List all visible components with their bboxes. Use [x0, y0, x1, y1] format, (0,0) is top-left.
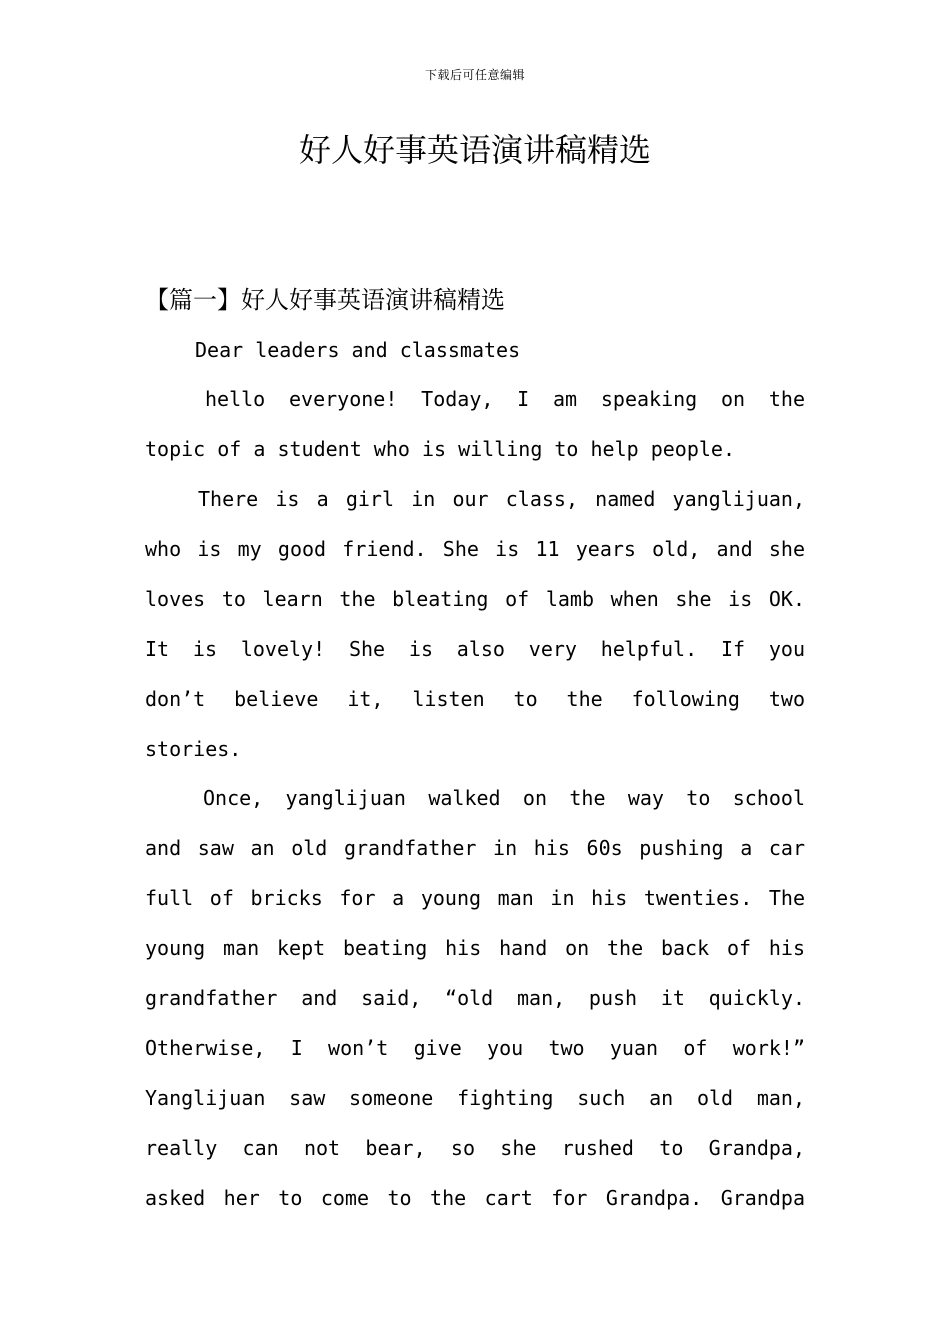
paragraph-2: [145, 474, 805, 774]
paragraph-line: really can not bear, so she rushed to Grandpa,: [145, 1136, 805, 1160]
paragraph-line: grandfather and said, “old man, push it quickly.: [145, 986, 805, 1010]
paragraph-line: full of bricks for a young man in his twenties. The: [145, 886, 805, 910]
paragraph-line: don’t believe it, listen to the following two: [145, 687, 805, 711]
paragraph-line: stories.: [145, 737, 242, 761]
paragraph-line: It is lovely! She is also very helpful. If you: [145, 637, 805, 661]
paragraph-line: Once, yanglijuan walked on the way to school: [203, 786, 805, 810]
greeting-line: Dear leaders and classmates: [195, 338, 521, 362]
paragraph-1: [145, 374, 805, 474]
paragraph-line: young man kept beating his hand on the back of his: [145, 936, 805, 960]
paragraph-line: Otherwise, I won’t give you two yuan of work!”: [145, 1036, 805, 1060]
paragraph-line: who is my good friend. She is 11 years old, and she: [145, 537, 805, 561]
header-note: 下载后可任意编辑: [424, 68, 525, 82]
section-title: 【篇一】好人好事英语演讲稿精选: [145, 286, 505, 314]
paragraph-line: and saw an old grandfather in his 60s pushing a car: [145, 836, 805, 860]
document-title: 好人好事英语演讲稿精选: [298, 131, 651, 169]
paragraph-line: hello everyone! Today, I am speaking on the: [205, 387, 805, 411]
paragraph-line: loves to learn the bleating of lamb when she is OK.: [145, 587, 805, 611]
paragraph-line: Yanglijuan saw someone fighting such an old man,: [145, 1086, 805, 1110]
paragraph-line: asked her to come to the cart for Grandpa. Grandpa: [145, 1186, 805, 1210]
paragraph-line: topic of a student who is willing to help people.: [145, 437, 736, 461]
paragraph-3: [145, 773, 805, 1223]
paragraph-line: There is a girl in our class, named yanglijuan,: [198, 487, 805, 511]
